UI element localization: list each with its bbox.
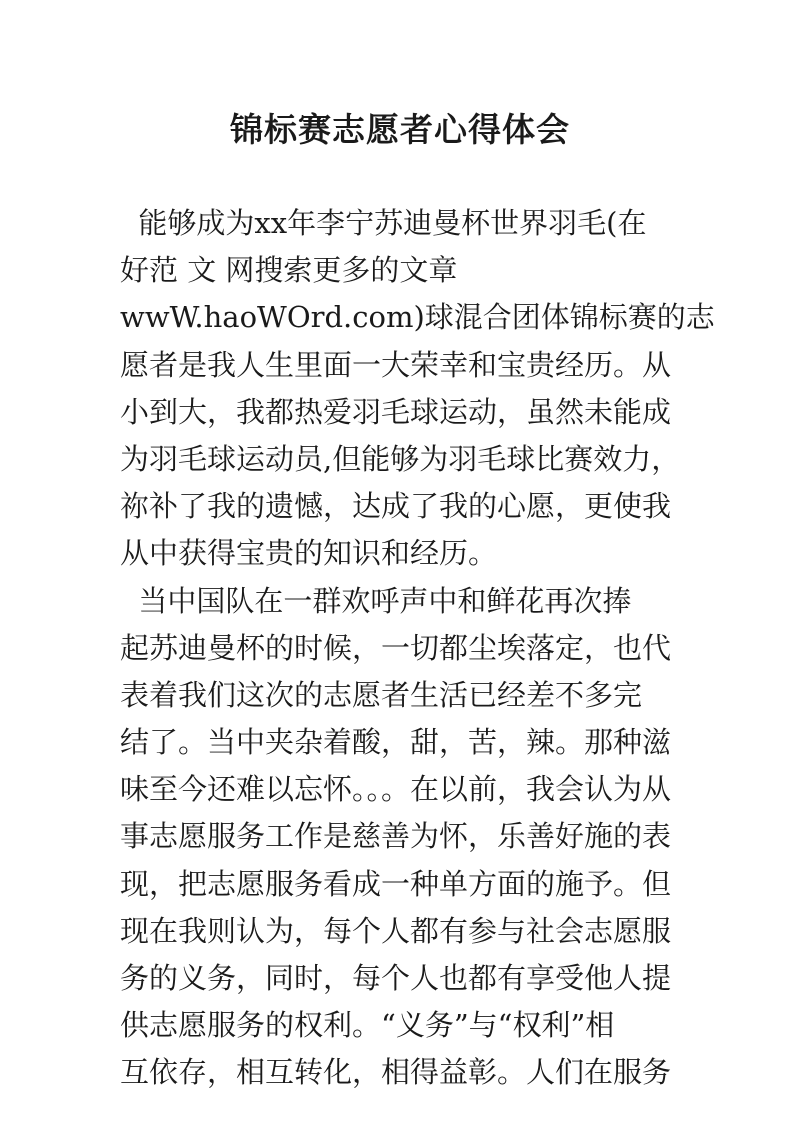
body-line: 味至今还难以忘怀。。。在以前，我会认为从 [120, 772, 672, 807]
body-line: 愿者是我人生里面一大荣幸和宝贵经历。从 [120, 347, 672, 382]
document-title: 锦标赛志愿者心得体会 [230, 110, 570, 149]
body-line: 起苏迪曼杯的时候，一切都尘埃落定，也代 [120, 630, 672, 665]
body-line: 结了。当中夹杂着酸，甜，苦，辣。那种滋 [120, 725, 672, 760]
document-body [120, 200, 715, 1097]
body-line: 供志愿服务的权利。“义务”与“权利”相 [120, 1008, 615, 1043]
body-line: 从中获得宝贵的知识和经历。 [120, 536, 498, 571]
body-line: 能够成为xx年李宁苏迪曼杯世界羽毛(在 [120, 206, 647, 240]
body-line: 事志愿服务工作是慈善为怀，乐善好施的表 [120, 819, 672, 854]
body-line: 现，把志愿服务看成一种单方面的施予。但 [120, 866, 672, 901]
body-line: 现在我则认为，每个人都有参与社会志愿服 [120, 913, 672, 948]
body-line: 当中国队在一群欢呼声中和鲜花再次捧 [120, 583, 632, 618]
body-line: 好范 文 网搜索更多的文章 [120, 253, 458, 288]
body-line: 为羽毛球运动员,但能够为羽毛球比赛效力， [120, 441, 681, 476]
body-line: 表着我们这次的志愿者生活已经差不多完 [120, 677, 643, 712]
body-line: 互依存，相互转化，相得益彰。人们在服务 [120, 1055, 672, 1090]
body-line: 务的义务，同时，每个人也都有享受他人提 [120, 961, 672, 995]
body-line: wwW.haoWOrd.com)球混合团体锦标赛的志 [120, 300, 715, 335]
body-line: 祢补了我的遗憾，达成了我的心愿，更使我 [120, 489, 672, 524]
body-line: 小到大，我都热爱羽毛球运动，虽然未能成 [120, 394, 672, 429]
